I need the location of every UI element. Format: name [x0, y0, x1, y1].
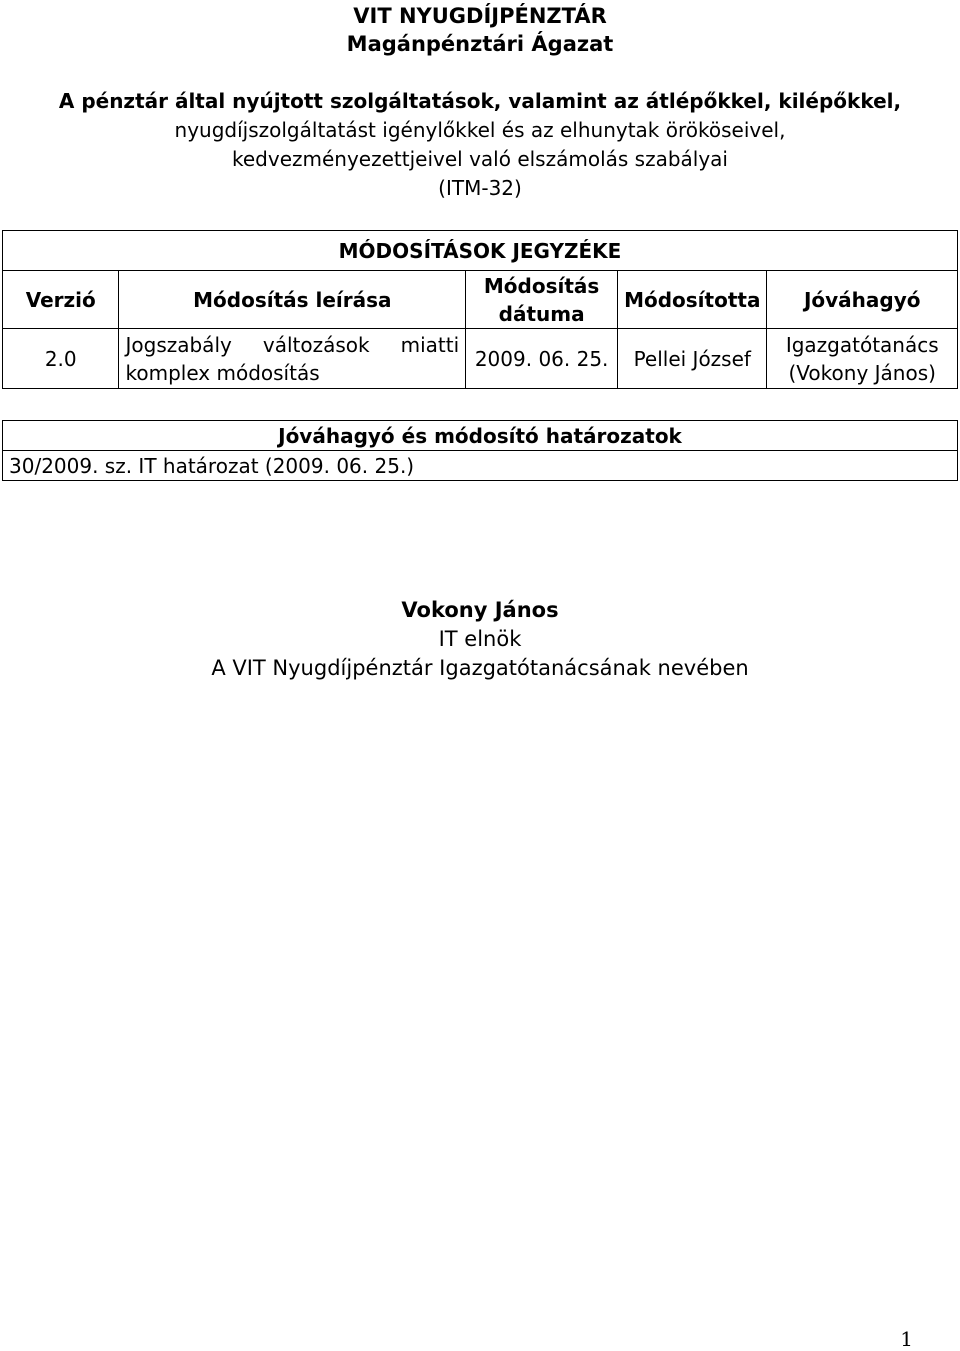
modifications-table — [2, 230, 958, 389]
table-row — [3, 329, 958, 389]
column-header-description: Módosítás leírása — [119, 271, 466, 329]
column-header-date: Módosítás dátuma — [466, 271, 618, 329]
modifications-table-title: MÓDOSÍTÁSOK JEGYZÉKE — [3, 231, 958, 271]
resolutions-table-title: Jóváhagyó és módosító határozatok — [3, 421, 958, 451]
column-header-version: Verzió — [3, 271, 119, 329]
division-title: Magánpénztári Ágazat — [346, 32, 614, 56]
subject-line-3: kedvezményezettjeivel való elszámolás szabályai — [232, 147, 728, 171]
column-header-modified-by: Módosította — [618, 271, 767, 329]
resolutions-table — [2, 420, 958, 481]
signatory-on-behalf: A VIT Nyugdíjpénztár Igazgatótanácsának nevében — [211, 656, 749, 680]
cell-description: Jogszabály változások miatti komplex módosítás — [119, 329, 466, 389]
cell-version: 2.0 — [3, 329, 119, 389]
column-header-approver: Jóváhagyó — [767, 271, 958, 329]
table-row — [3, 451, 958, 481]
subject-line-1: A pénztár által nyújtott szolgáltatások, valamint az átlépőkkel, kilépőkkel, — [58, 89, 902, 113]
cell-modified-by: Pellei József — [618, 329, 767, 389]
page-number: 1 — [900, 1327, 913, 1351]
resolution-item: 30/2009. sz. IT határozat (2009. 06. 25.) — [3, 451, 958, 481]
organization-title: VIT NYUGDÍJPÉNZTÁR — [353, 4, 607, 28]
document-code: (ITM-32) — [438, 176, 522, 200]
cell-approver: Igazgatótanács (Vokony János) — [767, 329, 958, 389]
cell-date: 2009. 06. 25. — [466, 329, 618, 389]
subject-line-2: nyugdíjszolgáltatást igénylőkkel és az elhunytak örököseivel, — [174, 118, 786, 142]
signatory-name: Vokony János — [401, 598, 559, 622]
signatory-role: IT elnök — [438, 627, 522, 651]
